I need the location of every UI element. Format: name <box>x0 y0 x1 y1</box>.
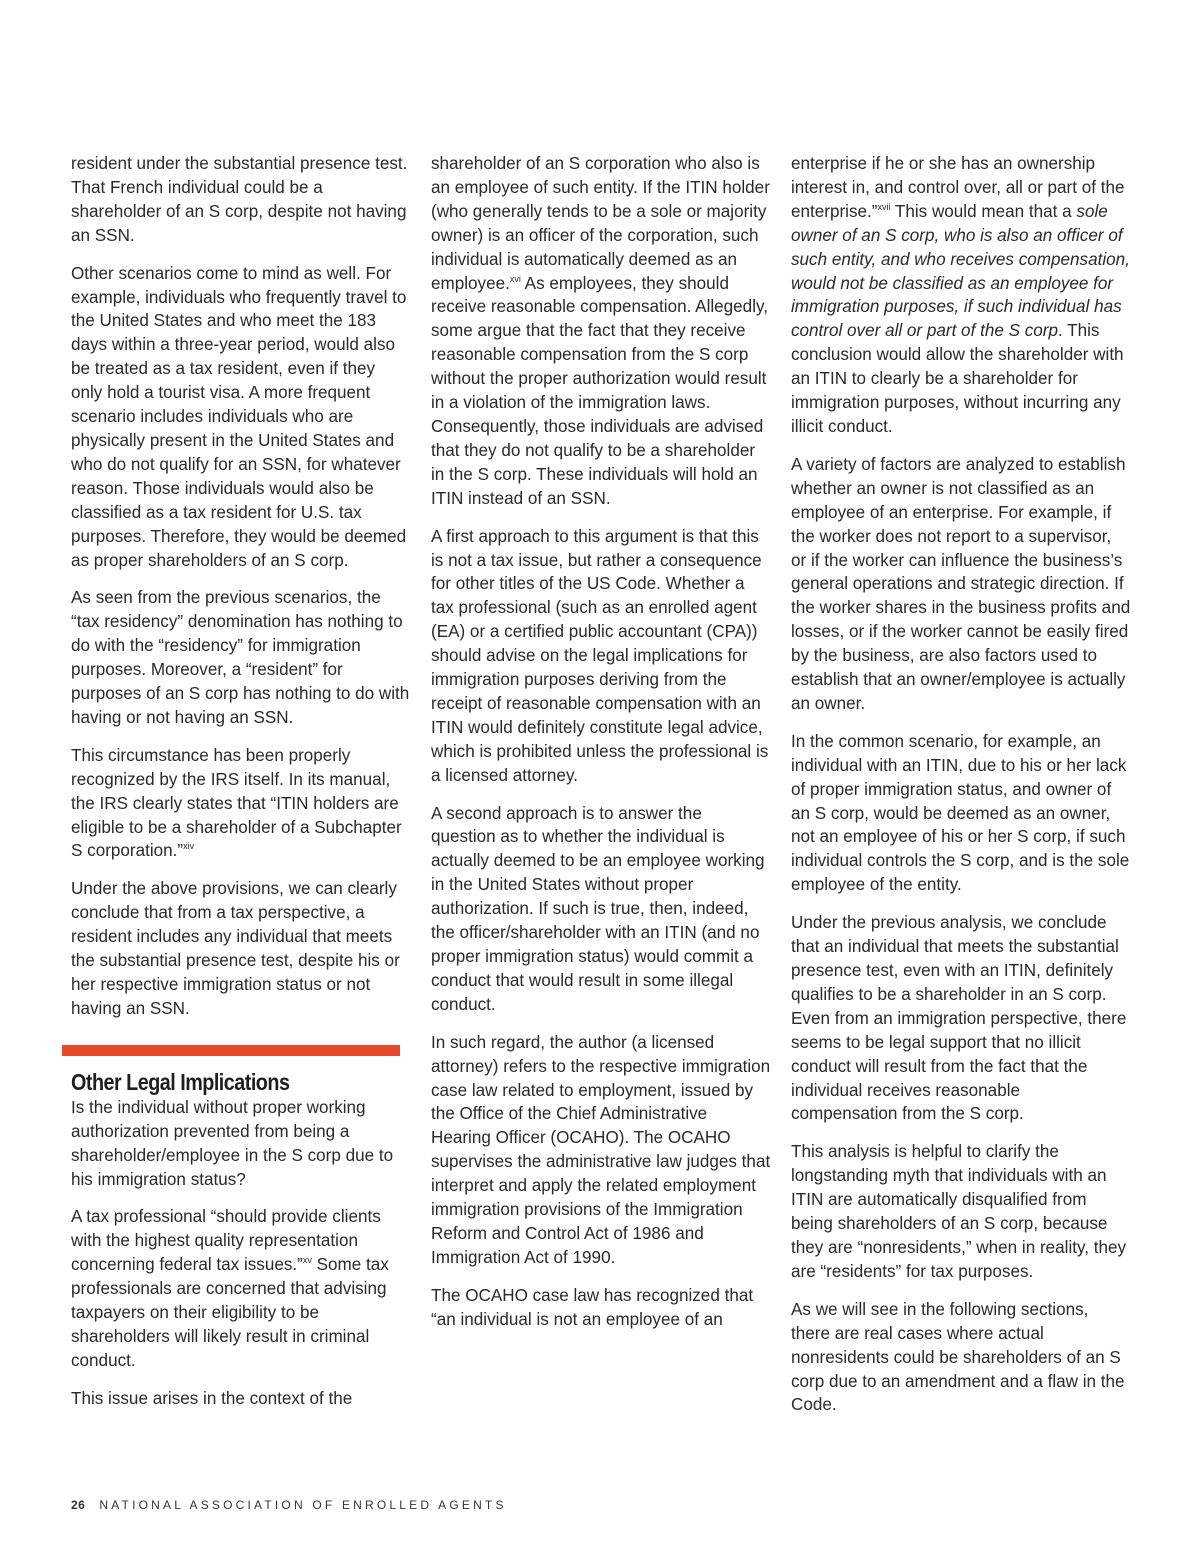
page-number: 26 <box>71 1498 86 1512</box>
paragraph: As we will see in the following sections, there are real cases where actual nonresidents could be shareholders of an S corp due to an amendment and a flaw in the Code. <box>791 1299 1125 1415</box>
paragraph <box>791 152 1131 439</box>
endnote-marker: xvii <box>877 201 891 212</box>
paragraph: As seen from the previous scenarios, the “tax residency” denomination has nothing to do with the “residency” for immigration purposes. Moreover, a “resident” for purposes of an S corp has nothing to do with having or not having an SSN. <box>71 588 410 727</box>
paragraph: A first approach to this argument is that this is not a tax issue, but rather a consequence for other titles of the US Code. Whether a tax professional (such as an enrolled agent (EA) or a certified public accountant (CPA)) should advise on the legal implications for immigration purposes deriving from the receipt of reasonable compensation with an ITIN would definitely constitute legal advice, which is prohibited unless the professional is a licensed attorney. <box>431 526 769 785</box>
column-3 <box>791 152 1131 1431</box>
paragraph: A variety of factors are analyzed to establish whether an owner is not classified as an employee of an enterprise. For example, if the worker does not report to a supervisor, or if the worker can influence the business’s general operations and strategic direction. If the worker shares in the business profits and losses, or if the worker cannot be easily fired by the business, are also factors used to establish that an owner/employee is actually an owner. <box>791 454 1131 713</box>
paragraph: A second approach is to answer the question as to whether the individual is actually deemed to be an employee working in the United States without proper authorization. If such is true, then, indeed, the officer/shareholder with an ITIN (and no proper immigration status) would commit a conduct that would result in some illegal conduct. <box>431 803 765 1014</box>
endnote-marker: xvi <box>509 273 521 284</box>
section-heading: Other Legal Implications <box>71 1068 290 1095</box>
paragraph: This issue arises in the context of the <box>71 1388 353 1408</box>
paragraph: Is the individual without proper working authorization prevented from being a shareholder/employee in the S corp due to his immigration status? <box>71 1097 394 1189</box>
paragraph <box>431 152 771 511</box>
endnote-marker: xiv <box>183 841 195 852</box>
paragraph: resident under the substantial presence test. That French individual could be a shareholder of an S corp, despite not having an SSN. <box>71 154 408 245</box>
page-footer <box>71 1498 507 1512</box>
column-2 <box>431 152 771 1346</box>
paragraph-text: shareholder of an S corporation who also is an employee of such entity. If the ITIN holder (who generally tends to be a sole or majority owner) is an officer of the corporation, such individual is automatically deemed as an employee. <box>431 154 770 293</box>
section-divider-bar <box>62 1045 400 1056</box>
paragraph-text: enterprise if he or she has an ownership interest in, and control over, all or part of the enterprise.” <box>791 154 1125 221</box>
paragraph: Under the previous analysis, we conclude that an individual that meets the substantial presence test, even with an ITIN, definitely qualifies to be a shareholder in an S corp. Even from an immigration perspective, there seems to be legal support that no illicit conduct will result from the fact that the individual receives reasonable compensation from the S corp. <box>791 913 1127 1124</box>
emphasized-text: sole owner of an S corp, who is also an officer of such entity, and who receives compensation, would not be classified as an employee for immigration purposes, if such individual has control over all or part of the S corp <box>791 201 1130 341</box>
paragraph: In the common scenario, for example, an individual with an ITIN, due to his or her lack of proper immigration status, and owner of an S corp, would be deemed as an owner, not an employee of his or her S corp, if such individual controls the S corp, and is the sole employee of the entity. <box>791 731 1130 895</box>
paragraph-text: . This conclusion would allow the shareholder with an ITIN to clearly be a shareholder for immigration purposes, without incurring any illicit conduct. <box>791 321 1124 436</box>
paragraph-text: This circumstance has been properly recognized by the IRS itself. In its manual, the IRS clearly states that “ITIN holders are eligible to be a shareholder of a Subchapter S corporation.” <box>71 745 402 861</box>
paragraph: Other scenarios come to mind as well. For example, individuals who frequently travel to the United States and who meet the 183 days within a three-year period, would also be treated as a tax resident, even if they only hold a tourist visa. A more frequent scenario includes individuals who are physically present in the United States and who do not qualify for an SSN, for whatever reason. Those individuals would also be classified as a tax resident for U.S. tax purposes. Therefore, they would be deemed as proper shareholders of an S corp. <box>71 263 407 570</box>
paragraph-text: As employees, they should receive reasonable compensation. Allegedly, some argue that the fact that they receive reasonable compensation from the S corp without the proper authorization would result in a violation of the immigration laws. Consequently, those individuals are advised that they do not qualify to be a shareholder in the S corp. These individuals will hold an ITIN instead of an SSN. <box>431 273 769 508</box>
paragraph: The OCAHO case law has recognized that “an individual is not an employee of an <box>431 1285 754 1329</box>
paragraph: Under the above provisions, we can clearly conclude that from a tax perspective, a resident includes any individual that meets the substantial presence test, despite his or her respective immigration status or not having an SSN. <box>71 879 400 1018</box>
paragraph: This analysis is helpful to clarify the longstanding myth that individuals with an ITIN are automatically disqualified from being shareholders of an S corp, because they are “nonresidents,” when in reality, they are “residents” for tax purposes. <box>791 1142 1127 1281</box>
paragraph <box>71 744 411 864</box>
paragraph: In such regard, the author (a licensed attorney) refers to the respective immigration case law related to employment, issued by the Office of the Chief Administrative Hearing Officer (OCAHO). The OCAHO supervises the administrative law judges that interpret and apply the related employment immigration provisions of the Immigration Reform and Control Act of 1986 and Immigration Act of 1990. <box>431 1032 771 1267</box>
column-1 <box>71 152 411 1425</box>
paragraph-text: Some tax professionals are concerned that advising taxpayers on their eligibility to be shareholders will likely result in criminal conduct. <box>71 1255 389 1370</box>
paragraph-text: A tax professional “should provide clients with the highest quality representation concerning federal tax issues.” <box>71 1207 381 1275</box>
paragraph-text: This would mean that a <box>890 201 1077 221</box>
publication-name: NATIONAL ASSOCIATION OF ENROLLED AGENTS <box>99 1498 507 1512</box>
endnote-marker: xv <box>302 1255 312 1266</box>
paragraph <box>71 1205 411 1372</box>
